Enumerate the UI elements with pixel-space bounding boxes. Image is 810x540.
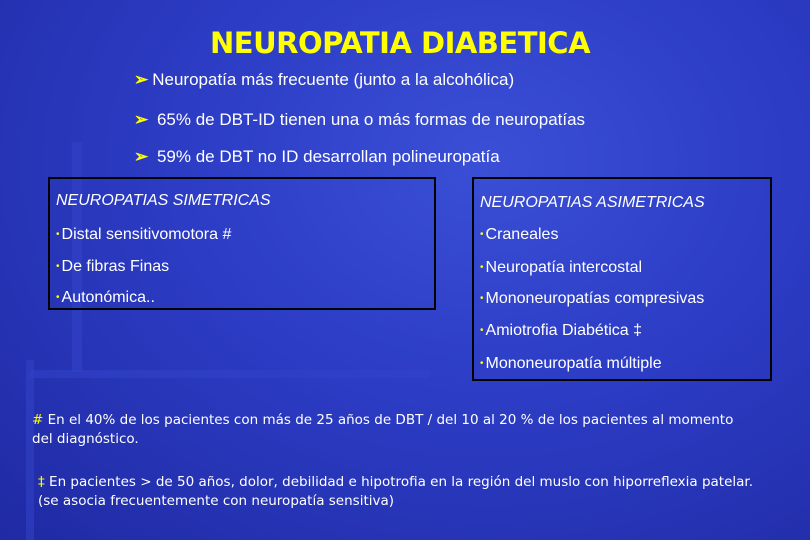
bullet-dot-icon: • (56, 261, 60, 273)
decorative-bar (26, 360, 34, 540)
list-item (56, 226, 231, 244)
dagger-mark: ‡ (38, 474, 45, 490)
bullet-dot-icon: • (480, 293, 484, 305)
bullet-item (134, 110, 585, 130)
footnote-dagger-text: En pacientes > de 50 años, dolor, debilidad e hipotrofia en la región del muslo con hiporreflexia patelar. (se asocia frecuentemente con neuropatía sensitiva) (38, 474, 754, 509)
symmetric-neuropathies-box (48, 177, 436, 310)
slide-title: NEUROPATIA DIABETICA (209, 26, 591, 60)
decorative-bar (30, 370, 430, 378)
list-item (56, 258, 169, 276)
bullet-dot-icon: • (56, 229, 60, 241)
list-item (56, 289, 155, 307)
footnote-dagger (38, 473, 768, 511)
asymmetric-header: NEUROPATIAS ASIMETRICAS (480, 194, 705, 211)
bullet-item (134, 147, 500, 167)
symmetric-header: NEUROPATIAS SIMETRICAS (56, 192, 271, 209)
bullet-dot-icon: • (480, 325, 484, 337)
list-item (480, 226, 558, 244)
list-item (480, 355, 662, 373)
footnote-hash-text: En el 40% de los pacientes con más de 25 años de DBT / del 10 al 20 % de los pacientes al momento del diagnóstico. (32, 412, 734, 447)
list-item-text: Distal sensitivomotora # (61, 226, 232, 243)
arrow-bullet-icon: ➢ (134, 70, 149, 89)
bullet-text: 59% de DBT no ID desarrollan polineuropatía (152, 147, 500, 166)
list-item (480, 290, 704, 308)
footnote-hash (32, 411, 752, 449)
list-item-text: Neuropatía intercostal (485, 259, 643, 276)
bullet-text: 65% de DBT-ID tienen una o más formas de neuropatías (152, 110, 586, 129)
bullet-item (134, 70, 514, 90)
list-item-text: Mononeuropatías compresivas (485, 290, 705, 307)
list-item-text: De fibras Finas (61, 258, 170, 275)
list-item-text: Mononeuropatía múltiple (485, 355, 662, 372)
asymmetric-neuropathies-box (472, 177, 772, 381)
list-item-text: Autonómica.. (61, 289, 155, 306)
bullet-dot-icon: • (480, 229, 484, 241)
hash-mark: # (32, 412, 44, 428)
bullet-text: Neuropatía más frecuente (junto a la alcohólica) (152, 70, 515, 89)
bullet-dot-icon: • (480, 358, 484, 370)
bullet-dot-icon: • (56, 292, 60, 304)
list-item-text: Amiotrofia Diabética ‡ (485, 322, 643, 339)
list-item-text: Craneales (485, 226, 559, 243)
arrow-bullet-icon: ➢ (134, 147, 149, 166)
bullet-dot-icon: • (480, 262, 484, 274)
arrow-bullet-icon: ➢ (134, 110, 149, 129)
list-item (480, 322, 642, 340)
list-item (480, 259, 642, 277)
